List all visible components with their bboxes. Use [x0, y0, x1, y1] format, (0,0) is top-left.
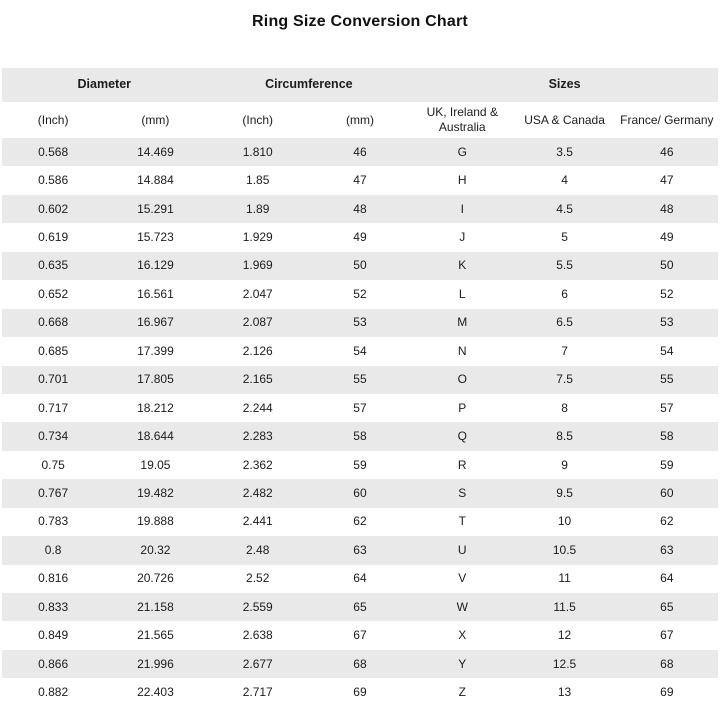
table-cell-diameter-inch: 0.816	[38, 571, 69, 586]
table-cell-france-germany: 58	[660, 429, 674, 444]
table-cell-circumference-inch: 2.087	[242, 315, 273, 330]
table-cell-diameter-mm: 17.399	[137, 343, 174, 358]
table-cell-uk-ireland-australia: O	[457, 372, 467, 387]
table-cell-france-germany: 60	[660, 485, 674, 500]
table-cell-france-germany: 57	[660, 400, 674, 415]
table-row	[2, 195, 718, 223]
table-cell-diameter-inch: 0.619	[38, 230, 69, 245]
table-cell-uk-ireland-australia: X	[458, 628, 467, 643]
table-cell-diameter-inch: 0.602	[38, 201, 69, 216]
table-cell-usa-canada: 9	[561, 457, 568, 472]
table-cell-diameter-mm: 20.32	[140, 542, 171, 557]
table-cell-diameter-inch: 0.717	[38, 400, 69, 415]
table-row	[2, 223, 718, 251]
table-cell-france-germany: 49	[660, 230, 674, 245]
table-cell-usa-canada: 12	[557, 628, 572, 643]
table-cell-usa-canada: 4	[561, 173, 568, 188]
table-cell-france-germany: 55	[660, 372, 674, 387]
table-cell-diameter-inch: 0.635	[38, 258, 69, 273]
table-cell-france-germany: 47	[660, 173, 674, 188]
table-cell-usa-canada: 10	[557, 514, 572, 529]
table-cell-diameter-inch: 0.668	[38, 315, 69, 330]
table-cell-usa-canada: 11	[558, 571, 571, 586]
table-cell-circumference-inch: 2.482	[242, 485, 273, 500]
table-cell-uk-ireland-australia: V	[458, 571, 467, 586]
table-cell-diameter-mm: 21.158	[137, 599, 174, 614]
table-cell-diameter-mm: 21.996	[137, 656, 174, 671]
table-cell-france-germany: 63	[660, 542, 674, 557]
table-cell-circumference-inch: 1.85	[246, 173, 270, 188]
table-cell-circumference-inch: 1.89	[246, 201, 270, 216]
table-cell-diameter-inch: 0.734	[38, 429, 69, 444]
group-header-diameter: Diameter	[77, 77, 132, 92]
table-cell-circumference-mm: 64	[353, 571, 367, 586]
table-cell-usa-canada: 6	[561, 286, 568, 301]
table-cell-diameter-inch: 0.568	[38, 144, 69, 159]
ring-size-conversion-table	[2, 68, 718, 707]
table-cell-circumference-inch: 1.810	[242, 144, 273, 159]
table-cell-diameter-inch: 0.833	[38, 599, 69, 614]
table-cell-diameter-mm: 16.129	[137, 258, 174, 273]
table-cell-uk-ireland-australia: Y	[458, 656, 467, 671]
table-cell-france-germany: 52	[660, 286, 674, 301]
table-cell-uk-ireland-australia: P	[458, 400, 467, 415]
table-row	[2, 593, 718, 621]
table-cell-diameter-inch: 0.685	[38, 343, 69, 358]
table-cell-france-germany: 53	[660, 315, 674, 330]
table-cell-circumference-mm: 58	[353, 429, 367, 444]
table-cell-diameter-inch: 0.652	[38, 286, 69, 301]
table-cell-diameter-mm: 14.884	[137, 173, 174, 188]
table-cell-usa-canada: 13	[557, 685, 572, 700]
table-cell-diameter-inch: 0.849	[38, 628, 69, 643]
table-cell-circumference-mm: 62	[353, 514, 367, 529]
table-cell-circumference-mm: 59	[353, 457, 367, 472]
table-cell-france-germany: 54	[660, 343, 674, 358]
table-cell-diameter-inch: 0.783	[38, 514, 69, 529]
group-header-row	[2, 68, 718, 102]
table-row	[2, 479, 718, 507]
table-cell-circumference-inch: 2.047	[242, 286, 273, 301]
table-cell-circumference-inch: 2.165	[242, 372, 273, 387]
table-cell-circumference-inch: 1.929	[242, 230, 273, 245]
table-cell-circumference-mm: 47	[353, 173, 367, 188]
table-cell-circumference-mm: 46	[353, 144, 367, 159]
table-cell-usa-canada: 4.5	[556, 201, 573, 216]
table-cell-usa-canada: 5	[561, 230, 568, 245]
table-row	[2, 678, 718, 706]
table-head	[2, 68, 718, 138]
column-header-row	[2, 102, 718, 138]
table-cell-circumference-mm: 48	[353, 201, 367, 216]
table-cell-uk-ireland-australia: K	[458, 258, 467, 273]
group-header-sizes: Sizes	[548, 77, 581, 92]
table-cell-circumference-inch: 2.638	[242, 628, 273, 643]
table-row	[2, 508, 718, 536]
table-cell-diameter-inch: 0.866	[38, 656, 69, 671]
table-cell-usa-canada: 12.5	[552, 656, 577, 671]
table-cell-usa-canada: 11.5	[553, 599, 576, 614]
column-header-diameter-inch: (Inch)	[37, 112, 69, 127]
table-cell-circumference-inch: 1.969	[242, 258, 273, 273]
group-header-circumference: Circumference	[265, 77, 353, 92]
table-cell-usa-canada: 8.5	[556, 429, 573, 444]
table-cell-circumference-inch: 2.362	[242, 457, 273, 472]
table-body	[2, 138, 718, 707]
table-cell-france-germany: 48	[660, 201, 674, 216]
table-cell-uk-ireland-australia: L	[458, 286, 466, 301]
table-cell-circumference-inch: 2.283	[242, 429, 273, 444]
table-cell-diameter-mm: 16.967	[137, 315, 174, 330]
table-row	[2, 166, 718, 194]
table-cell-diameter-inch: 0.8	[44, 542, 62, 557]
table-cell-diameter-mm: 19.888	[137, 514, 174, 529]
table-cell-uk-ireland-australia: R	[457, 457, 467, 472]
table-row	[2, 422, 718, 450]
table-cell-uk-ireland-australia: T	[458, 514, 466, 529]
table-cell-france-germany: 68	[660, 656, 674, 671]
table-cell-circumference-inch: 2.559	[242, 599, 273, 614]
table-row	[2, 650, 718, 678]
table-cell-usa-canada: 8	[561, 400, 568, 415]
table-cell-usa-canada: 5.5	[556, 258, 573, 273]
table-cell-circumference-mm: 50	[353, 258, 367, 273]
column-header-circumference-inch: (Inch)	[242, 112, 274, 127]
table-cell-uk-ireland-australia: Z	[458, 685, 466, 700]
table-cell-circumference-mm: 54	[353, 343, 367, 358]
table-cell-uk-ireland-australia: I	[460, 201, 464, 216]
table-cell-circumference-inch: 2.717	[242, 685, 273, 700]
table-cell-uk-ireland-australia: Q	[457, 429, 467, 444]
table-cell-usa-canada: 9.5	[556, 485, 573, 500]
table-cell-circumference-inch: 2.677	[242, 656, 273, 671]
table-row	[2, 280, 718, 308]
table-row	[2, 394, 718, 422]
table-row	[2, 309, 718, 337]
table-cell-france-germany: 50	[660, 258, 674, 273]
table-cell-france-germany: 46	[660, 144, 674, 159]
table-row	[2, 451, 718, 479]
table-cell-uk-ireland-australia: N	[457, 343, 467, 358]
table-cell-circumference-mm: 65	[353, 599, 367, 614]
table-cell-circumference-mm: 52	[353, 286, 367, 301]
table-cell-circumference-mm: 57	[353, 400, 367, 415]
table-cell-france-germany: 59	[660, 457, 674, 472]
table-cell-circumference-mm: 68	[353, 656, 367, 671]
table-row	[2, 565, 718, 593]
table-cell-circumference-mm: 55	[353, 372, 367, 387]
table-row	[2, 621, 718, 649]
table-cell-circumference-inch: 2.441	[242, 514, 273, 529]
table-cell-circumference-mm: 67	[353, 628, 367, 643]
table-cell-circumference-inch: 2.244	[242, 400, 273, 415]
table-cell-circumference-inch: 2.126	[242, 343, 273, 358]
table-row	[2, 252, 718, 280]
table-cell-uk-ireland-australia: M	[457, 315, 468, 330]
table-cell-circumference-inch: 2.52	[246, 571, 270, 586]
table-cell-diameter-mm: 17.805	[137, 372, 174, 387]
table-cell-usa-canada: 7.5	[556, 372, 573, 387]
table-cell-uk-ireland-australia: S	[458, 485, 467, 500]
table-cell-diameter-mm: 22.403	[137, 685, 174, 700]
table-cell-diameter-mm: 20.726	[137, 571, 174, 586]
table-cell-diameter-mm: 15.723	[137, 230, 174, 245]
table-cell-diameter-inch: 0.75	[41, 457, 65, 472]
table-cell-usa-canada: 6.5	[556, 315, 573, 330]
table-cell-diameter-mm: 15.291	[137, 201, 174, 216]
table-cell-circumference-inch: 2.48	[246, 542, 270, 557]
table-row	[2, 536, 718, 564]
table-cell-diameter-inch: 0.882	[38, 685, 69, 700]
table-cell-diameter-inch: 0.767	[38, 485, 69, 500]
table-row	[2, 366, 718, 394]
table-cell-france-germany: 69	[660, 685, 674, 700]
table-cell-france-germany: 62	[660, 514, 674, 529]
table-cell-france-germany: 64	[660, 571, 674, 586]
table-cell-diameter-inch: 0.701	[38, 372, 69, 387]
table-cell-france-germany: 67	[660, 628, 674, 643]
column-header-france-germany: France/ Germany	[620, 112, 714, 127]
column-header-usa-canada: USA & Canada	[524, 112, 605, 127]
table-cell-diameter-mm: 19.05	[140, 457, 171, 472]
column-header-uk-ireland-australia: UK, Ireland & Australia	[426, 105, 498, 134]
column-header-circumference-mm: (mm)	[345, 112, 374, 127]
table-cell-diameter-inch: 0.586	[38, 173, 69, 188]
table-cell-uk-ireland-australia: G	[457, 144, 467, 159]
table-cell-uk-ireland-australia: J	[459, 230, 466, 245]
table-row	[2, 337, 718, 365]
table-cell-usa-canada: 10.5	[552, 542, 577, 557]
page-title: Ring Size Conversion Chart	[252, 13, 468, 30]
table-cell-usa-canada: 3.5	[556, 144, 573, 159]
table-cell-uk-ireland-australia: U	[457, 542, 467, 557]
table-cell-circumference-mm: 60	[353, 485, 367, 500]
table-cell-uk-ireland-australia: H	[457, 173, 467, 188]
table-cell-france-germany: 65	[660, 599, 674, 614]
table-cell-diameter-mm: 19.482	[137, 485, 174, 500]
table-cell-usa-canada: 7	[561, 343, 568, 358]
table-cell-diameter-mm: 18.644	[137, 429, 174, 444]
table-cell-uk-ireland-australia: W	[456, 599, 468, 614]
table-cell-circumference-mm: 53	[353, 315, 367, 330]
table-cell-circumference-mm: 63	[353, 542, 367, 557]
table-cell-circumference-mm: 49	[353, 230, 367, 245]
table-cell-diameter-mm: 18.212	[137, 400, 174, 415]
table-row	[2, 138, 718, 166]
table-cell-diameter-mm: 14.469	[137, 144, 174, 159]
table-cell-circumference-mm: 69	[353, 685, 367, 700]
table-cell-diameter-mm: 16.561	[137, 286, 174, 301]
table-cell-diameter-mm: 21.565	[137, 628, 174, 643]
column-header-diameter-mm: (mm)	[141, 112, 170, 127]
